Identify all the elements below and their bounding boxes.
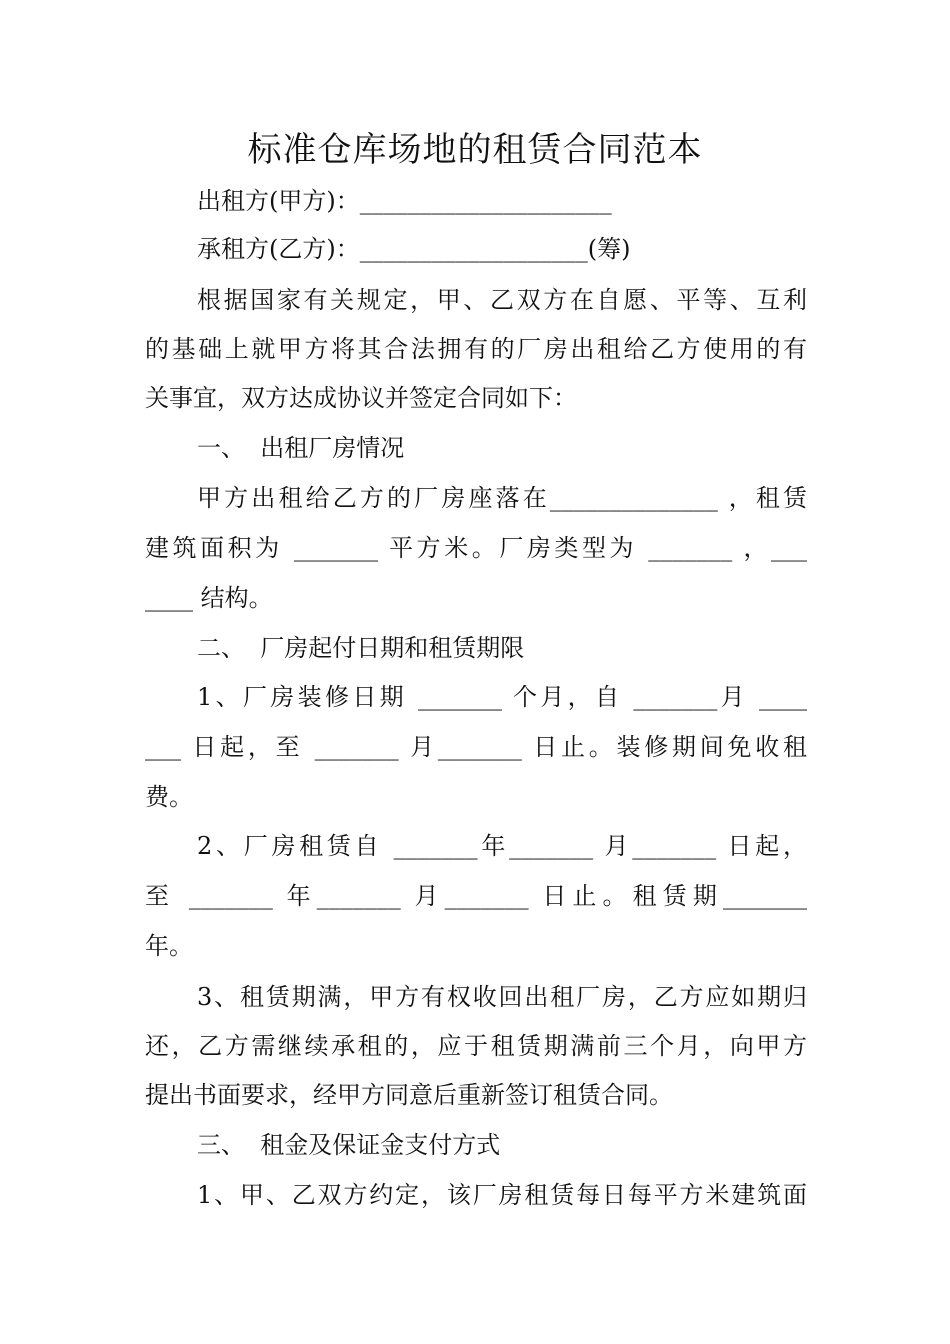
- section-heading-1: 一、 出租厂房情况: [197, 434, 405, 462]
- clause-2-3-line: 3、租赁期满，甲方有权收回出租厂房，乙方应如期归: [197, 983, 807, 1011]
- clause-2-1-line: ___ 日起，至 _______ 月_______ 日止。装修期间免收租: [145, 733, 807, 761]
- section-1-line: 建筑面积为 _______ 平方米。厂房类型为 _______ ，___: [145, 534, 807, 562]
- clause-2-2-line: 年。: [145, 932, 193, 960]
- lessor-line: 出租方(甲方)：_____________________: [197, 187, 612, 215]
- clause-2-2-line: 2、厂房租赁自 _______年_______ 月_______ 日起，: [197, 832, 807, 860]
- lessee-line: 承租方(乙方)：___________________(筹): [197, 235, 631, 263]
- clause-2-1-line: 1、厂房装修日期 _______ 个月，自 _______月 ____: [197, 683, 807, 711]
- section-1-line: 甲方出租给乙方的厂房座落在______________ ，租赁: [197, 484, 807, 512]
- document-title: 标准仓库场地的租赁合同范本: [247, 130, 703, 170]
- clause-2-2-line: 至 _______ 年_______ 月_______ 日止。租赁期_______: [145, 882, 807, 910]
- clause-2-3-line: 提出书面要求，经甲方同意后重新签订租赁合同。: [145, 1081, 673, 1109]
- section-heading-3: 三、 租金及保证金支付方式: [197, 1131, 501, 1159]
- section-1-line: ____ 结构。: [145, 584, 273, 612]
- intro-paragraph-line: 根据国家有关规定，甲、乙双方在自愿、平等、互利: [197, 286, 807, 314]
- clause-2-1-line: 费。: [145, 783, 193, 811]
- section-heading-2: 二、 厂房起付日期和租赁期限: [197, 634, 525, 662]
- intro-paragraph-line: 的基础上就甲方将其合法拥有的厂房出租给乙方使用的有: [145, 335, 807, 363]
- intro-paragraph-line: 关事宜，双方达成协议并签定合同如下：: [145, 384, 577, 412]
- clause-2-3-line: 还，乙方需继续承租的，应于租赁期满前三个月，向甲方: [145, 1032, 807, 1060]
- clause-3-1-line: 1、甲、乙双方约定，该厂房租赁每日每平方米建筑面: [197, 1181, 807, 1209]
